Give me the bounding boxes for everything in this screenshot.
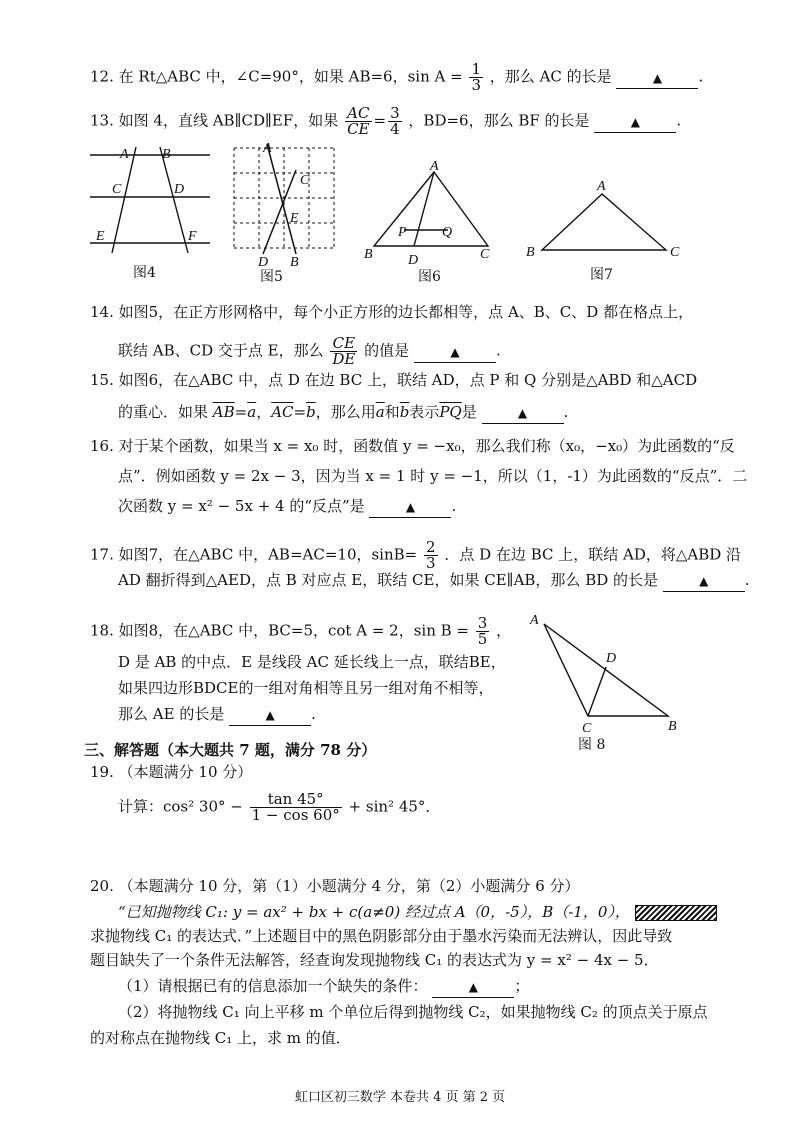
fig4-label: F [188, 229, 197, 244]
figure-6-caption: 图6 [418, 269, 441, 285]
fig4-label: E [96, 229, 105, 244]
fig6-label: Q [442, 225, 453, 240]
figure-6 [362, 160, 502, 265]
vector-ac: $\overline{AC}$ [271, 403, 294, 421]
fig7-label: C [670, 245, 680, 260]
question-20-part2-line1: （2）将抛物线 C₁ 向上平移 m 个单位后得到抛物线 C₂，如果抛物线 C₂ 的顶点关于原点 [118, 1003, 708, 1021]
q19-fraction: $\frac{\tan 45^\circ}{1 - \cos 60^\circ}$ [251, 790, 340, 824]
vector-b: $\overline{b}$ [306, 403, 316, 421]
question-18-line1: 18. 如图8，在△ABC 中，BC=5，cot A = 2，sin B = $\frac{3}{5}$ ， [90, 614, 512, 648]
question-17-line2: AD 翻折得到△AED，点 B 对应点 E，联结 CE，如果 CE∥AB，那么 BD 的长是 ▲ . [118, 570, 750, 592]
question-16-line2: 点”．例如函数 y = 2x − 3，因为当 x = 1 时 y = −1，所以（1，-1）为此函数的“反点”．二 [118, 467, 748, 485]
q17-fraction: $\frac{2}{3}$ [426, 538, 436, 572]
q14-text: 如图5，在正方形网格中，每个小正方形的边长都相等，点 A、B、C、D 都在格点上， [118, 303, 694, 321]
vector-pq: $\overline{PQ}$ [439, 403, 462, 421]
fig8-label: D [606, 651, 617, 666]
vector-ab: $\overline{AB}$ [212, 403, 235, 421]
q17-answer-blank[interactable]: ▲ [663, 570, 745, 592]
figure-8-caption: 图 8 [578, 737, 606, 753]
q14-number: 14. [90, 303, 114, 321]
page-footer: 虹口区初三数学 本卷共 4 页 第 2 页 [294, 1090, 506, 1105]
q18-fraction: $\frac{3}{5}$ [477, 614, 488, 648]
fig6-label: D [408, 253, 419, 265]
q12-answer-blank[interactable]: ▲ [616, 67, 698, 89]
fig5-label: A [263, 142, 272, 156]
question-15-line2: 的重心．如果 $\overline{AB}=\overline{a}$，$\overline{AC}=\overline{b}$，那么用$\overline{a}$和$\overline{b}$表示$\overline{PQ}$是 ▲ . [118, 402, 568, 424]
fig4-label: A [120, 147, 129, 162]
question-20-part1: （1）请根据已有的信息添加一个缺失的条件： ▲ ； [118, 976, 529, 998]
fig5-label: B [290, 255, 299, 270]
fig6-label: C [480, 247, 490, 262]
q12-fraction: $\frac{1}{3}$ [471, 60, 482, 94]
fig7-label: A [597, 179, 606, 194]
vector-a: $\overline{a}$ [247, 403, 257, 421]
q15-number: 15. [90, 371, 114, 389]
q19-number: 19. [90, 763, 114, 781]
question-18-line2: D 是 AB 的中点．E 是线段 AC 延长线上一点，联结BE， [118, 653, 506, 671]
q13-number: 13. [90, 111, 114, 130]
question-12: 12. 在 Rt△ABC 中，∠C=90°，如果 AB=6，sin A = $\frac{1}{3}$ ，那么 AC 的长是 ▲ . [90, 60, 704, 94]
fig6-label: P [398, 225, 407, 240]
question-19-head: 19. （本题满分 10 分） [90, 763, 253, 781]
q14-answer-blank[interactable]: ▲ [414, 341, 496, 363]
q13-fraction: $\frac{AC}{CE}$ [347, 104, 370, 138]
q16-answer-blank[interactable]: ▲ [369, 496, 451, 518]
fig4-label: C [112, 182, 122, 197]
question-13: 13. 如图 4，直线 AB∥CD∥EF，如果 $\frac{AC}{CE}$ = $\frac{3}{4}$ ，BD=6，那么 BF 的长是 ▲ . [90, 104, 682, 138]
figure-5-caption: 图5 [260, 269, 283, 285]
fig8-label: A [530, 613, 539, 628]
fig6-label: A [430, 160, 439, 174]
question-16-line1: 16. 对于某个函数，如果当 x = x₀ 时，函数值 y = −x₀，那么我们称（x₀，−x₀）为此函数的“反 [90, 437, 735, 455]
question-20-line1: “已知抛物线 C₁: y = ax² + bx + c(a≠0) 经过点 A（0，-5），B（-1，0）， [118, 902, 717, 922]
q18-answer-blank[interactable]: ▲ [229, 704, 311, 726]
question-18-line4: 那么 AE 的长是 ▲ . [118, 704, 316, 726]
q15-answer-blank[interactable]: ▲ [482, 402, 564, 424]
q17-number: 17. [90, 545, 114, 564]
ink-smudge-hatch [635, 905, 717, 921]
question-16-line3: 次函数 y = x² − 5x + 4 的“反点”是 ▲ . [118, 496, 456, 518]
question-15-line1: 15. 如图6，在△ABC 中，点 D 在边 BC 上，联结 AD，点 P 和 Q 分别是△ABD 和△ACD [90, 371, 698, 389]
q12-number: 12. [90, 67, 114, 86]
figure-7 [520, 176, 690, 261]
fig6-label: B [364, 247, 373, 262]
figure-4 [90, 145, 215, 255]
question-18-line3: 如果四边形BDCE的一组对角相等且另一组对角不相等， [118, 679, 494, 697]
figure-5 [230, 142, 345, 270]
fig8-label: B [668, 719, 677, 732]
q13-text: 如图 4，直线 AB∥CD∥EF，如果 [118, 111, 339, 130]
figure-7-caption: 图7 [590, 267, 613, 283]
fig4-label: D [174, 182, 185, 197]
q13-fraction-2: $\frac{3}{4}$ [390, 104, 400, 138]
fig8-label: C [582, 721, 592, 732]
q12-text: 在 Rt△ABC 中，∠C=90°，如果 AB=6，sin A = [118, 67, 463, 86]
q18-number: 18. [90, 621, 114, 640]
figure-4-caption: 图4 [133, 265, 156, 281]
question-20-part2-line2: 的对称点在抛物线 C₁ 上，求 m 的值． [90, 1029, 351, 1047]
q13-answer-blank[interactable]: ▲ [594, 111, 676, 133]
fig7-label: B [526, 245, 535, 260]
question-20-line3: 题目缺失了一个条件无法解答，经查询发现抛物线 C₁ 的表达式为 y = x² − 4x − 5． [90, 951, 659, 969]
q14-fraction: $\frac{CE}{DE}$ [332, 334, 356, 368]
figure-8 [528, 612, 688, 732]
question-20-line2: 求抛物线 C₁ 的表达式．”上述题目中的黑色阴影部分由于墨水污染而无法辨认，因此导致 [90, 927, 673, 945]
question-19-expression: 计算：cos² 30° − $\frac{\tan 45^\circ}{1 - \cos 60^\circ}$ + sin² 45°． [118, 790, 441, 824]
section-3-heading: 三、解答题（本大题共 7 题，满分 78 分） [84, 741, 377, 759]
q16-number: 16. [90, 437, 114, 455]
q12-text-post: ，那么 AC 的长是 [489, 67, 612, 86]
question-14-line1 [90, 302, 693, 322]
q13-text-post: ，BD=6，那么 BF 的长是 [408, 111, 590, 130]
fig5-label: D [258, 255, 269, 270]
q20-number: 20. [90, 877, 114, 895]
fig5-label: C [300, 173, 310, 188]
question-17-line1: 17. 如图7，在△ABC 中，AB=AC=10，sinB= $\frac{2}{3}$ ．点 D 在边 BC 上，联结 AD，将△ABD 沿 [90, 538, 742, 572]
question-20-head: 20. （本题满分 10 分，第（1）小题满分 4 分，第（2）小题满分 6 分） [90, 877, 580, 895]
q20-answer-blank[interactable]: ▲ [432, 976, 514, 998]
fig5-label: E [290, 211, 299, 226]
question-14-line2: 联结 AB、CD 交于点 E，那么 $\frac{CE}{DE}$ 的值是 ▲ . [118, 334, 501, 368]
fig4-label: B [162, 147, 171, 162]
